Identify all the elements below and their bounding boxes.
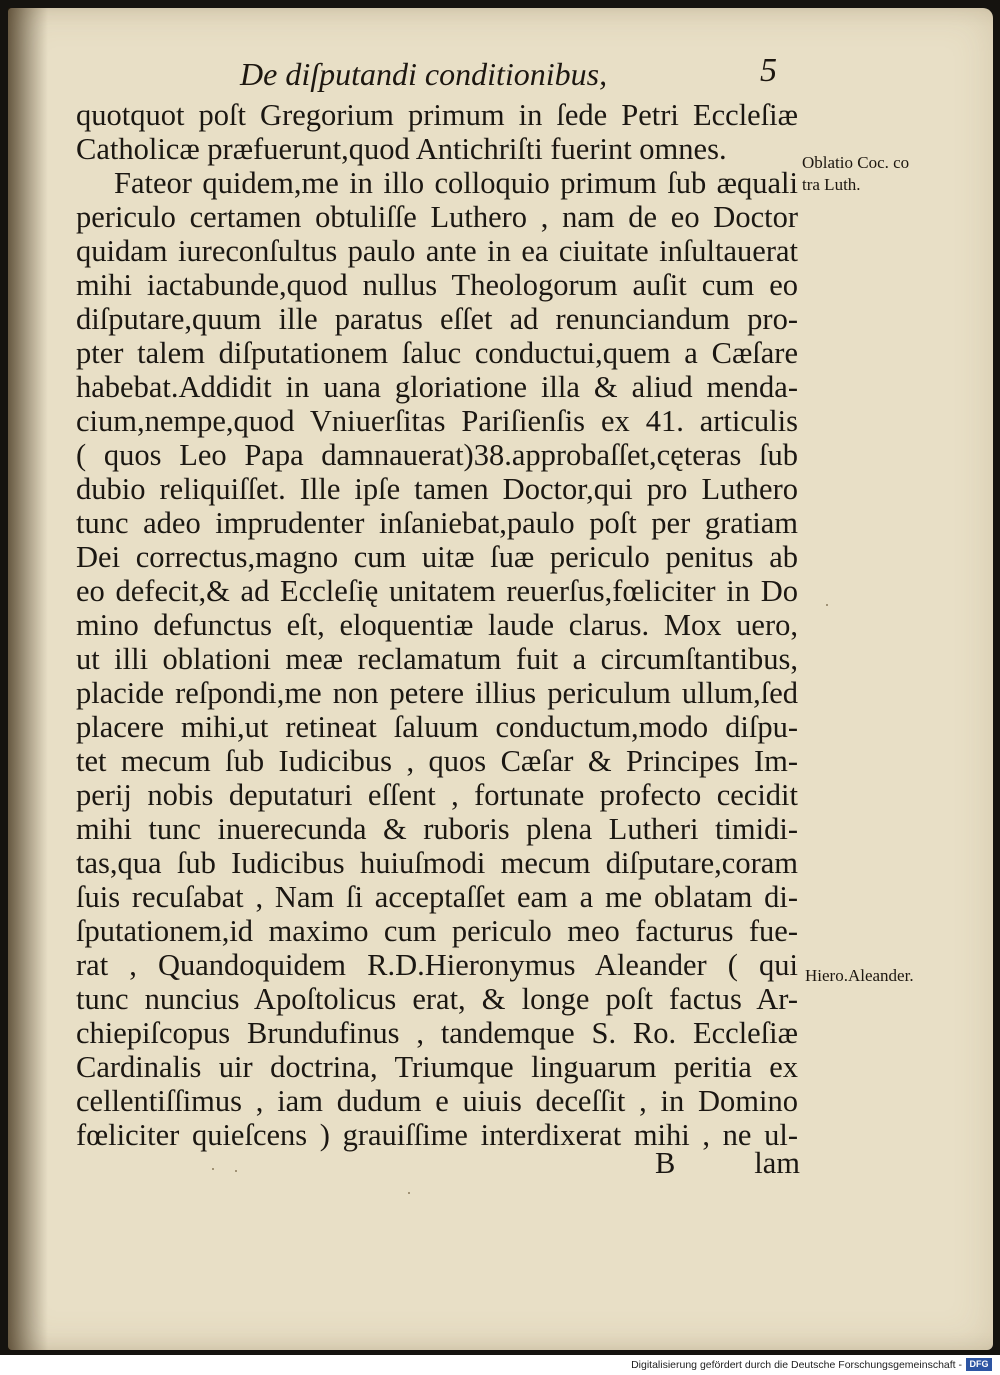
text-line: fœliciter quieſcens ) grauiſſime interdixerat mihi , ne ul- [76,1118,798,1152]
text-line: diſputare,quum ille paratus eſſet ad renunciandum pro- [76,302,798,336]
text-line: mihi tunc inuerecunda & ruboris plena Lutheri timidi- [76,812,798,846]
text-line: tet mecum ſub Iudicibus , quos Cæſar & Principes Im- [76,744,798,778]
text-line: ut illi oblationi meæ reclamatum fuit a circumſtantibus, [76,642,798,676]
text-line: quidam iureconſultus paulo ante in ea ciuitate inſultauerat [76,234,798,268]
text-line: Cardinalis uir doctrina, Triumque linguarum peritia ex [76,1050,798,1084]
text-line: tas,qua ſub Iudicibus huiuſmodi mecum diſputare,coram [76,846,798,880]
paper-speck [826,604,828,606]
page-header [240,52,800,96]
body-text [76,98,798,1152]
text-line: pter talem diſputationem ſaluc conductui,quem a Cæſare [76,336,798,370]
text-line: perij nobis deputaturi eſſent , fortunate profecto cecidit [76,778,798,812]
text-line: mino defunctus eſt, eloquentiæ laude clarus. Mox uero, [76,608,798,642]
text-line: periculo certamen obtuliſſe Luthero , nam de eo Doctor [76,200,798,234]
text-line: mihi iactabunde,quod nullus Theologorum auſit cum eo [76,268,798,302]
text-line: rat , Quandoquidem R.D.Hieronymus Aleander ( qui [76,948,798,982]
paper-speck [408,1192,410,1194]
signature-mark: B [655,1146,676,1180]
text-line: ſputationem,id maximo cum periculo meo facturus fue- [76,914,798,948]
text-line: Dei correctus,magno cum uitæ ſuæ periculo penitus ab [76,540,798,574]
text-line: cium,nempe,quod Vniuerſitas Pariſienſis ex 41. articulis [76,404,798,438]
text-line: eo defecit,& ad Eccleſię unitatem reuerſus,fœliciter in Do [76,574,798,608]
marginal-note-oblatio-2: tra Luth. [802,175,861,194]
text-line: placide reſpondi,me non petere illius periculum ullum,ſed [76,676,798,710]
text-line: placere mihi,ut retineat ſaluum conductum,modo diſpu- [76,710,798,744]
text-line: ſuis recuſabat , Nam ſi acceptaſſet eam a me oblatam di- [76,880,798,914]
marginal-note-oblatio-1: Oblatio Coc. co [802,153,910,172]
paper-speck [212,1168,214,1170]
text-line: chiepiſcopus Brundufinus , tandemque S. Ro. Eccleſiæ [76,1016,798,1050]
marginal-note-aleander: Hiero.Aleander. [805,966,914,985]
text-line: habebat.Addidit in uana gloriatione illa & aliud menda- [76,370,798,404]
gutter-shadow [8,8,48,1350]
text-line: cellentiſſimus , iam dudum e uiuis deceſſit , in Domino [76,1084,798,1118]
catchword: lam [754,1146,800,1180]
paper-speck [235,1170,237,1172]
running-title: De diſputandi conditionibus, [240,56,608,92]
digitization-credit: Digitalisierung gefördert durch die Deutsche Forschungsgemeinschaft - [631,1359,962,1371]
text-line: ( quos Leo Papa damnauerat)38.approbaſſet,cęteras ſub [76,438,798,472]
catchword-line [655,1146,800,1180]
dfg-logo: DFG [966,1358,992,1371]
text-line: Fateor quidem,me in illo colloquio primum ſub æquali [114,166,798,200]
text-line: Catholicæ præfuerunt,quod Antichriſti fuerint omnes. [76,132,727,166]
text-line: tunc nuncius Apoſtolicus erat, & longe poſt factus Ar- [76,982,798,1016]
text-line: dubio reliquiſſet. Ille ipſe tamen Doctor,qui pro Luthero [76,472,798,506]
page-number: 5 [760,52,777,89]
text-line: quotquot poſt Gregorium primum in ſede Petri Eccleſiæ [76,98,798,132]
text-line: tunc adeo imprudenter inſaniebat,paulo poſt per gratiam [76,506,798,540]
